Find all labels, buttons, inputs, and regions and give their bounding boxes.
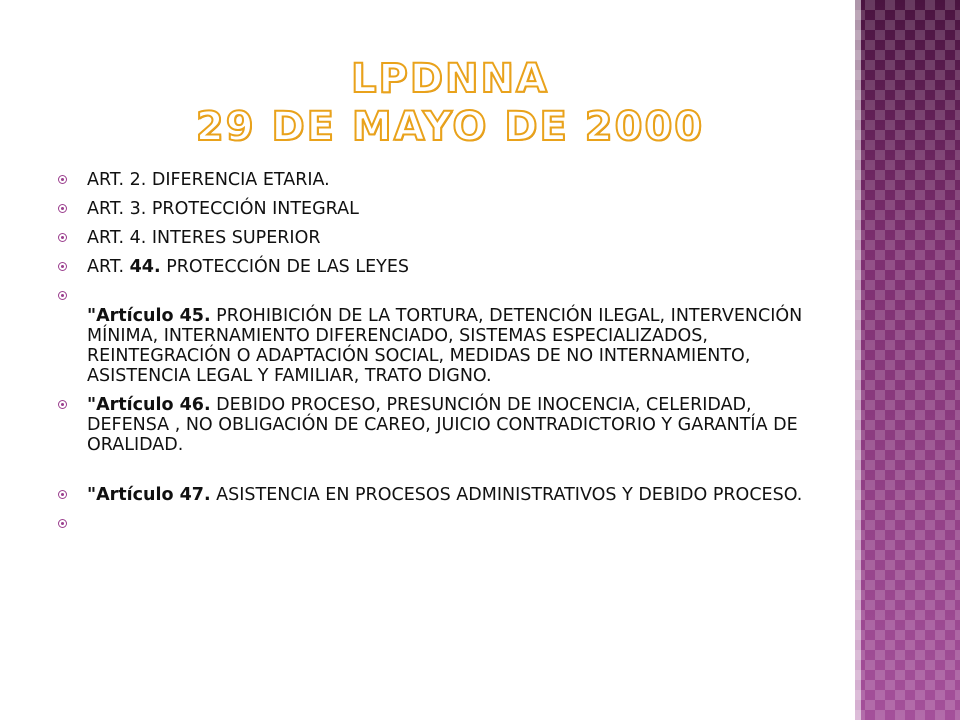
- item-article-heading: "Artículo 47.: [87, 485, 211, 505]
- item-text: [87, 257, 835, 277]
- bullet-icon: [55, 170, 87, 190]
- list-item: [55, 286, 835, 386]
- title-line-2: 29 DE MAYO DE 2000: [195, 104, 705, 150]
- bullet-icon: [55, 485, 87, 505]
- list-item: [55, 485, 835, 505]
- item-text: ART. 3. PROTECCIÓN INTEGRAL: [87, 199, 359, 219]
- item-text: [87, 485, 835, 505]
- list-item: [55, 395, 835, 455]
- list-item: [55, 228, 835, 248]
- bullet-icon: [55, 286, 87, 306]
- item-text: [87, 395, 835, 455]
- bullet-list: [55, 170, 835, 543]
- bullet-icon: [55, 395, 87, 415]
- item-body: PROTECCIÓN DE LAS LEYES: [160, 257, 410, 277]
- item-body: PROHIBICIÓN DE LA TORTURA, DETENCIÓN ILEGAL, INTERVENCIÓN MÍNIMA, INTERNAMIENTO DIFERENCIADO, SISTEMAS ESPECIALIZADOS, REINTEGRACIÓN O ADAPTACIÓN SOCIAL, MEDIDAS DE NO INTERNAMIENTO, ASISTENCIA LEGAL Y FAMILIAR, TRATO DIGNO.: [87, 306, 803, 386]
- list-item: [55, 199, 835, 219]
- item-text: ART. 2. DIFERENCIA ETARIA.: [87, 170, 330, 190]
- item-article-heading: "Artículo 45.: [87, 306, 211, 326]
- item-article-heading: "Artículo 46.: [87, 395, 211, 415]
- title-line-1: LPDNNA: [351, 56, 549, 102]
- item-body: ASISTENCIA EN PROCESOS ADMINISTRATIVOS Y DEBIDO PROCESO.: [210, 485, 803, 505]
- bullet-icon: [55, 257, 87, 277]
- decorative-side-panel: [855, 0, 960, 720]
- item-article-number: 44.: [129, 257, 161, 277]
- list-item: [55, 170, 835, 190]
- slide-title: [195, 55, 705, 151]
- bullet-icon: [55, 199, 87, 219]
- item-text: ART. 4. INTERES SUPERIOR: [87, 228, 321, 248]
- list-item: [55, 514, 835, 534]
- bullet-icon: [55, 514, 87, 534]
- item-text: [87, 286, 835, 386]
- item-body: DEBIDO PROCESO, PRESUNCIÓN DE INOCENCIA, CELERIDAD, DEFENSA , NO OBLIGACIÓN DE CAREO, JUICIO CONTRADICTORIO Y GARANTÍA DE ORALIDAD.: [87, 395, 798, 455]
- list-item: [55, 257, 835, 277]
- bullet-icon: [55, 228, 87, 248]
- item-prefix: ART.: [87, 257, 130, 277]
